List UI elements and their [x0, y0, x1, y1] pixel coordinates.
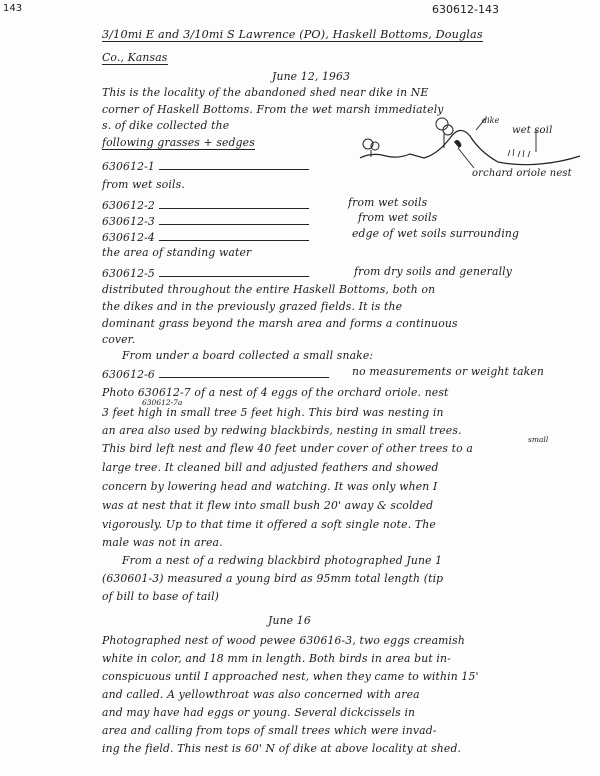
photo-line: large tree. It cleaned bill and adjusted feathers and showed — [102, 461, 439, 474]
final-line: area and calling from tops of small trees which were invad- — [102, 724, 437, 737]
photo-prefix: Photo 630612-7 — [102, 386, 191, 399]
intro-line: s. of dike collected the — [102, 119, 230, 132]
specimen-note: the area of standing water — [102, 246, 252, 259]
final-line: Photographed nest of wood pewee 630616-3, two eggs creamish — [102, 634, 465, 647]
blank-line — [159, 266, 309, 277]
intro-line: following grasses + sedges — [102, 136, 255, 149]
redwing-line: (630601-3) measured a young bird as 95mm total length (tip — [102, 572, 444, 585]
final-line: and may have had eggs or young. Several dickcissels in — [102, 706, 416, 719]
specimen-entry — [102, 214, 309, 228]
snake-intro: From under a board collected a small snake: — [122, 349, 374, 362]
photo-line: vigorously. Up to that time it offered a soft single note. The — [102, 518, 436, 531]
insert-small: small — [528, 435, 549, 444]
specimen-note: from wet soils — [358, 211, 438, 224]
blank-line — [159, 198, 309, 209]
photo-line: an area also used by redwing blackbirds, nesting in small trees. — [102, 424, 462, 437]
final-line: and called. A yellowthroat was also concerned with area — [102, 688, 420, 701]
date-june-12: June 12, 1963 — [272, 70, 351, 83]
blank-line — [159, 367, 329, 378]
date-june-16: June 16 — [268, 614, 311, 627]
photo-line: male was not in area. — [102, 536, 223, 549]
sketch-label-dike: dike — [482, 116, 500, 125]
specimen-number: 630612-3 — [102, 215, 155, 228]
specimen-entry — [102, 198, 309, 212]
intro-line: corner of Haskell Bottoms. From the wet marsh immediately — [102, 103, 444, 116]
final-line: ing the field. This nest is 60' N of dike at above locality at shed. — [102, 742, 462, 755]
photo-line: concern by lowering head and watching. It was only when I — [102, 480, 438, 493]
specimen-number: 630612-5 — [102, 267, 155, 280]
blank-line — [159, 230, 309, 241]
specimen-note: from wet soils. — [102, 178, 185, 191]
intro-line: This is the locality of the abandoned shed near dike in NE — [102, 86, 429, 99]
specimen-note: edge of wet soils surrounding — [352, 227, 520, 240]
specimen-entry — [102, 367, 329, 381]
photo-rest: of a nest of 4 eggs of the orchard oriole. nest — [194, 386, 449, 399]
page-number: 143 — [3, 3, 23, 14]
sketch-label-wet-soil: wet soil — [512, 125, 553, 136]
redwing-line: From a nest of a redwing blackbird photographed June 1 — [122, 554, 443, 567]
paragraph-line: cover. — [102, 333, 136, 346]
specimen-note: from wet soils — [348, 196, 428, 209]
sketch-label-oriole-nest: orchard oriole nest — [472, 168, 572, 179]
photo-line: was at nest that it flew into small bush 20' away & scolded — [102, 499, 434, 512]
specimen-entry — [102, 159, 309, 173]
locality-line-2: Co., Kansas — [102, 51, 168, 64]
specimen-entry — [102, 230, 309, 244]
blank-line — [159, 159, 309, 170]
photo-line: This bird left nest and flew 40 feet under cover of other trees to a — [102, 442, 473, 455]
final-line: conspicuous until I approached nest, when they came to within 15' — [102, 670, 479, 683]
specimen-number: 630612-4 — [102, 231, 155, 244]
photo-subnumber: 630612-7a — [142, 398, 183, 407]
final-line: white in color, and 18 mm in length. Both birds in area but in- — [102, 652, 451, 665]
locality-line-1: 3/10mi E and 3/10mi S Lawrence (PO), Haskell Bottoms, Douglas — [102, 28, 483, 41]
specimen-entry — [102, 266, 309, 280]
redwing-line: of bill to base of tail) — [102, 590, 220, 603]
specimen-number: 630612-1 — [102, 160, 155, 173]
photo-line: 3 feet high in small tree 5 feet high. This bird was nesting in — [102, 406, 444, 419]
specimen-note: from dry soils and generally — [354, 265, 513, 278]
specimen-number: 630612-6 — [102, 368, 155, 381]
specimen-number: 630612-2 — [102, 199, 155, 212]
blank-line — [159, 214, 309, 225]
paragraph-line: distributed throughout the entire Haskell Bottoms, both on — [102, 283, 436, 296]
paragraph-line: the dikes and in the previously grazed fields. It is the — [102, 300, 403, 313]
catalog-number: 630612-143 — [432, 3, 499, 16]
specimen-note: no measurements or weight taken — [352, 365, 545, 378]
paragraph-line: dominant grass beyond the marsh area and forms a continuous — [102, 317, 458, 330]
